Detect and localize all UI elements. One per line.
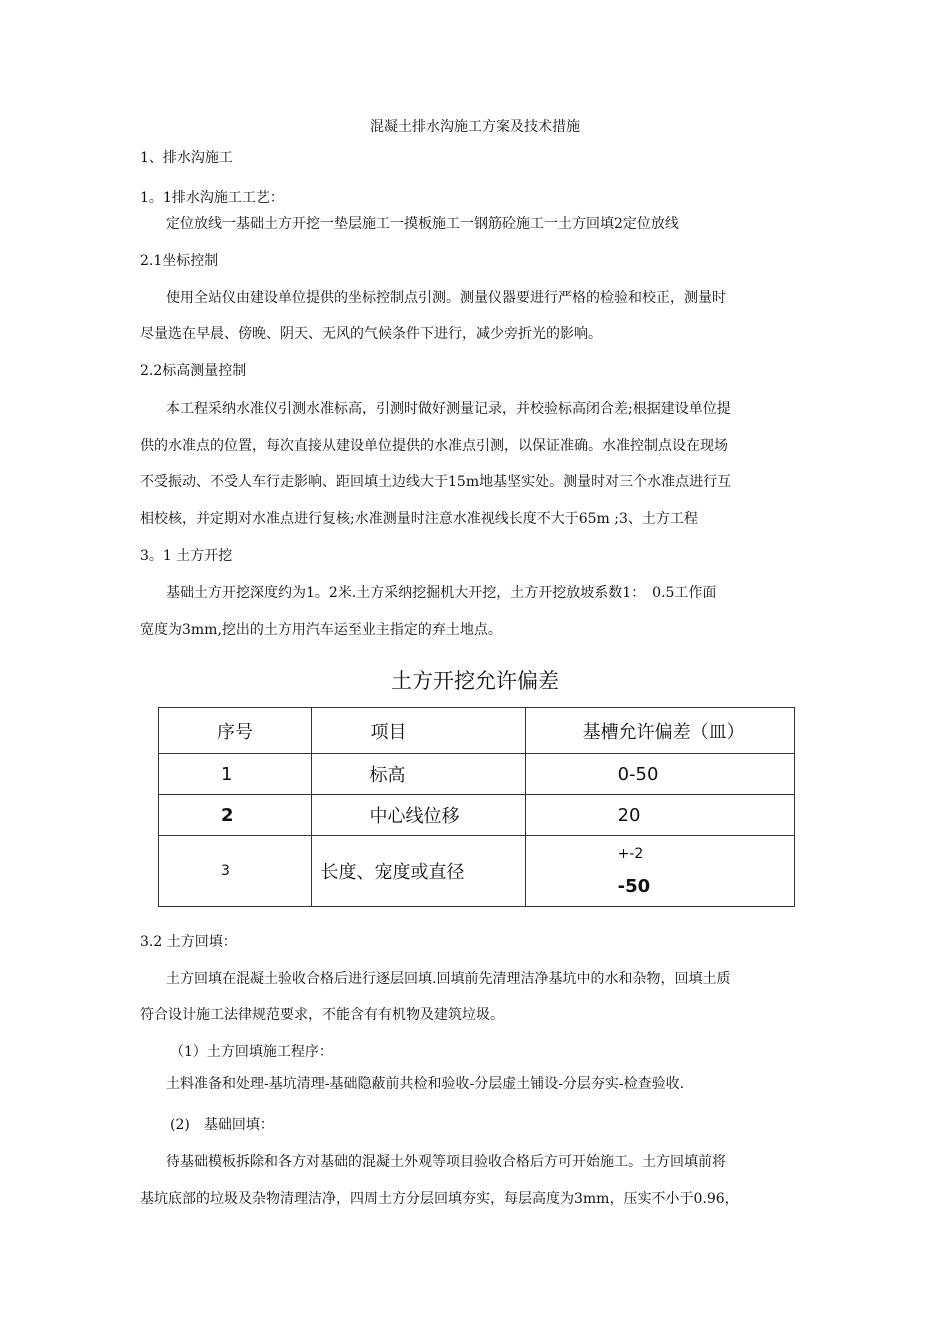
cell-item: 标高	[312, 754, 525, 795]
header-item: 项目	[312, 708, 525, 754]
section-2-2-heading: 2.2标高测量控制	[140, 363, 247, 379]
cell-no: 2	[159, 795, 312, 836]
section-3-1-line-2: 宽度为3mm,挖出的土方用汽车运至业主指定的弃土地点。	[140, 622, 502, 638]
table-row	[159, 754, 795, 795]
table-caption: 土方开挖允许偏差	[391, 669, 559, 693]
cell-no: 1	[159, 754, 312, 795]
table-row	[159, 795, 795, 836]
subsection-2-line-2: 基坑底部的垃圾及杂物清理洁净，四周土方分层回填夯实，每层高度为3mm，压实不小于0.96，	[140, 1191, 739, 1207]
section-2-1-line-1: 使用全站仪由建设单位提供的坐标控制点引测。测量仪器要进行严格的检验和校正，测量时	[166, 290, 726, 306]
cell-value	[525, 836, 794, 907]
section-2-2-line-3: 不受振动、不受人车行走影响、距回填土边线大于15m地基坚实处。测量时对三个水准点进行互	[140, 474, 732, 490]
header-tolerance: 基槽允许偏差（皿）	[525, 708, 794, 754]
cell-value-line-1: +-2	[617, 845, 644, 862]
section-2-1-line-2: 尽量选在早晨、傍晚、阴天、无风的气候条件下进行，减少旁折光的影响。	[140, 326, 602, 342]
subsection-1-text: 土料准备和处理-基坑清理-基础隐蔽前共检和验收-分层虚土铺设-分层夯实-检查验收.	[166, 1076, 685, 1092]
subsection-1-heading: （1）土方回填施工程序：	[170, 1044, 333, 1060]
document-title: 混凝土排水沟施工方案及技术措施	[370, 119, 580, 135]
section-2-2-line-4: 相校核，并定期对水准点进行复核;水准测量时注意水准视线长度不大于65m ;3、土方工程	[140, 511, 698, 527]
section-3-1-heading: 3。1 土方开挖	[140, 548, 233, 564]
section-1-heading: 1、排水沟施工	[140, 150, 233, 166]
tolerance-table	[158, 707, 795, 907]
subsection-2-heading: (2) 基础回填：	[170, 1117, 274, 1133]
header-no: 序号	[159, 708, 312, 754]
cell-value: 20	[525, 795, 794, 836]
section-3-2-line-2: 符合设计施工法律规范要求，不能含有有机物及建筑垃圾。	[140, 1007, 504, 1023]
section-3-2-heading: 3.2 土方回填：	[140, 934, 237, 950]
section-1-1-heading: 1。1排水沟施工工艺：	[140, 190, 284, 206]
section-3-2-line-1: 土方回填在混凝土验收合格后进行逐层回填.回填前先清理洁净基坑中的水和杂物，回填土质	[166, 971, 731, 987]
subsection-2-line-1: 待基础模板拆除和各方对基础的混凝土外观等项目验收合格后方可开始施工。土方回填前将	[166, 1154, 726, 1170]
section-2-1-heading: 2.1坐标控制	[140, 253, 219, 269]
section-2-2-line-1: 本工程采纳水准仪引测水准标高，引测时做好测量记录，并校验标高闭合差;根据建设单位提	[166, 401, 731, 417]
cell-value-line-2: -50	[617, 875, 651, 897]
cell-no: 3	[159, 836, 312, 907]
table-header-row	[159, 708, 795, 754]
cell-item: 中心线位移	[312, 795, 525, 836]
section-1-1-text: 定位放线一基础土方开挖一垫层施工一摸板施工一钢筋砼施工一土方回填2定位放线	[166, 216, 679, 232]
cell-item: 长度、宠度或直径	[312, 836, 525, 907]
section-3-1-line-1: 基础土方开挖深度约为1。2米.土方采纳挖掘机大开挖，土方开挖放坡系数1： 0.5工作面	[166, 585, 717, 601]
cell-value: 0-50	[525, 754, 794, 795]
table-row	[159, 836, 795, 907]
section-2-2-line-2: 供的水准点的位置，每次直接从建设单位提供的水准点引测，以保证准确。水准控制点设在现场	[140, 438, 728, 454]
